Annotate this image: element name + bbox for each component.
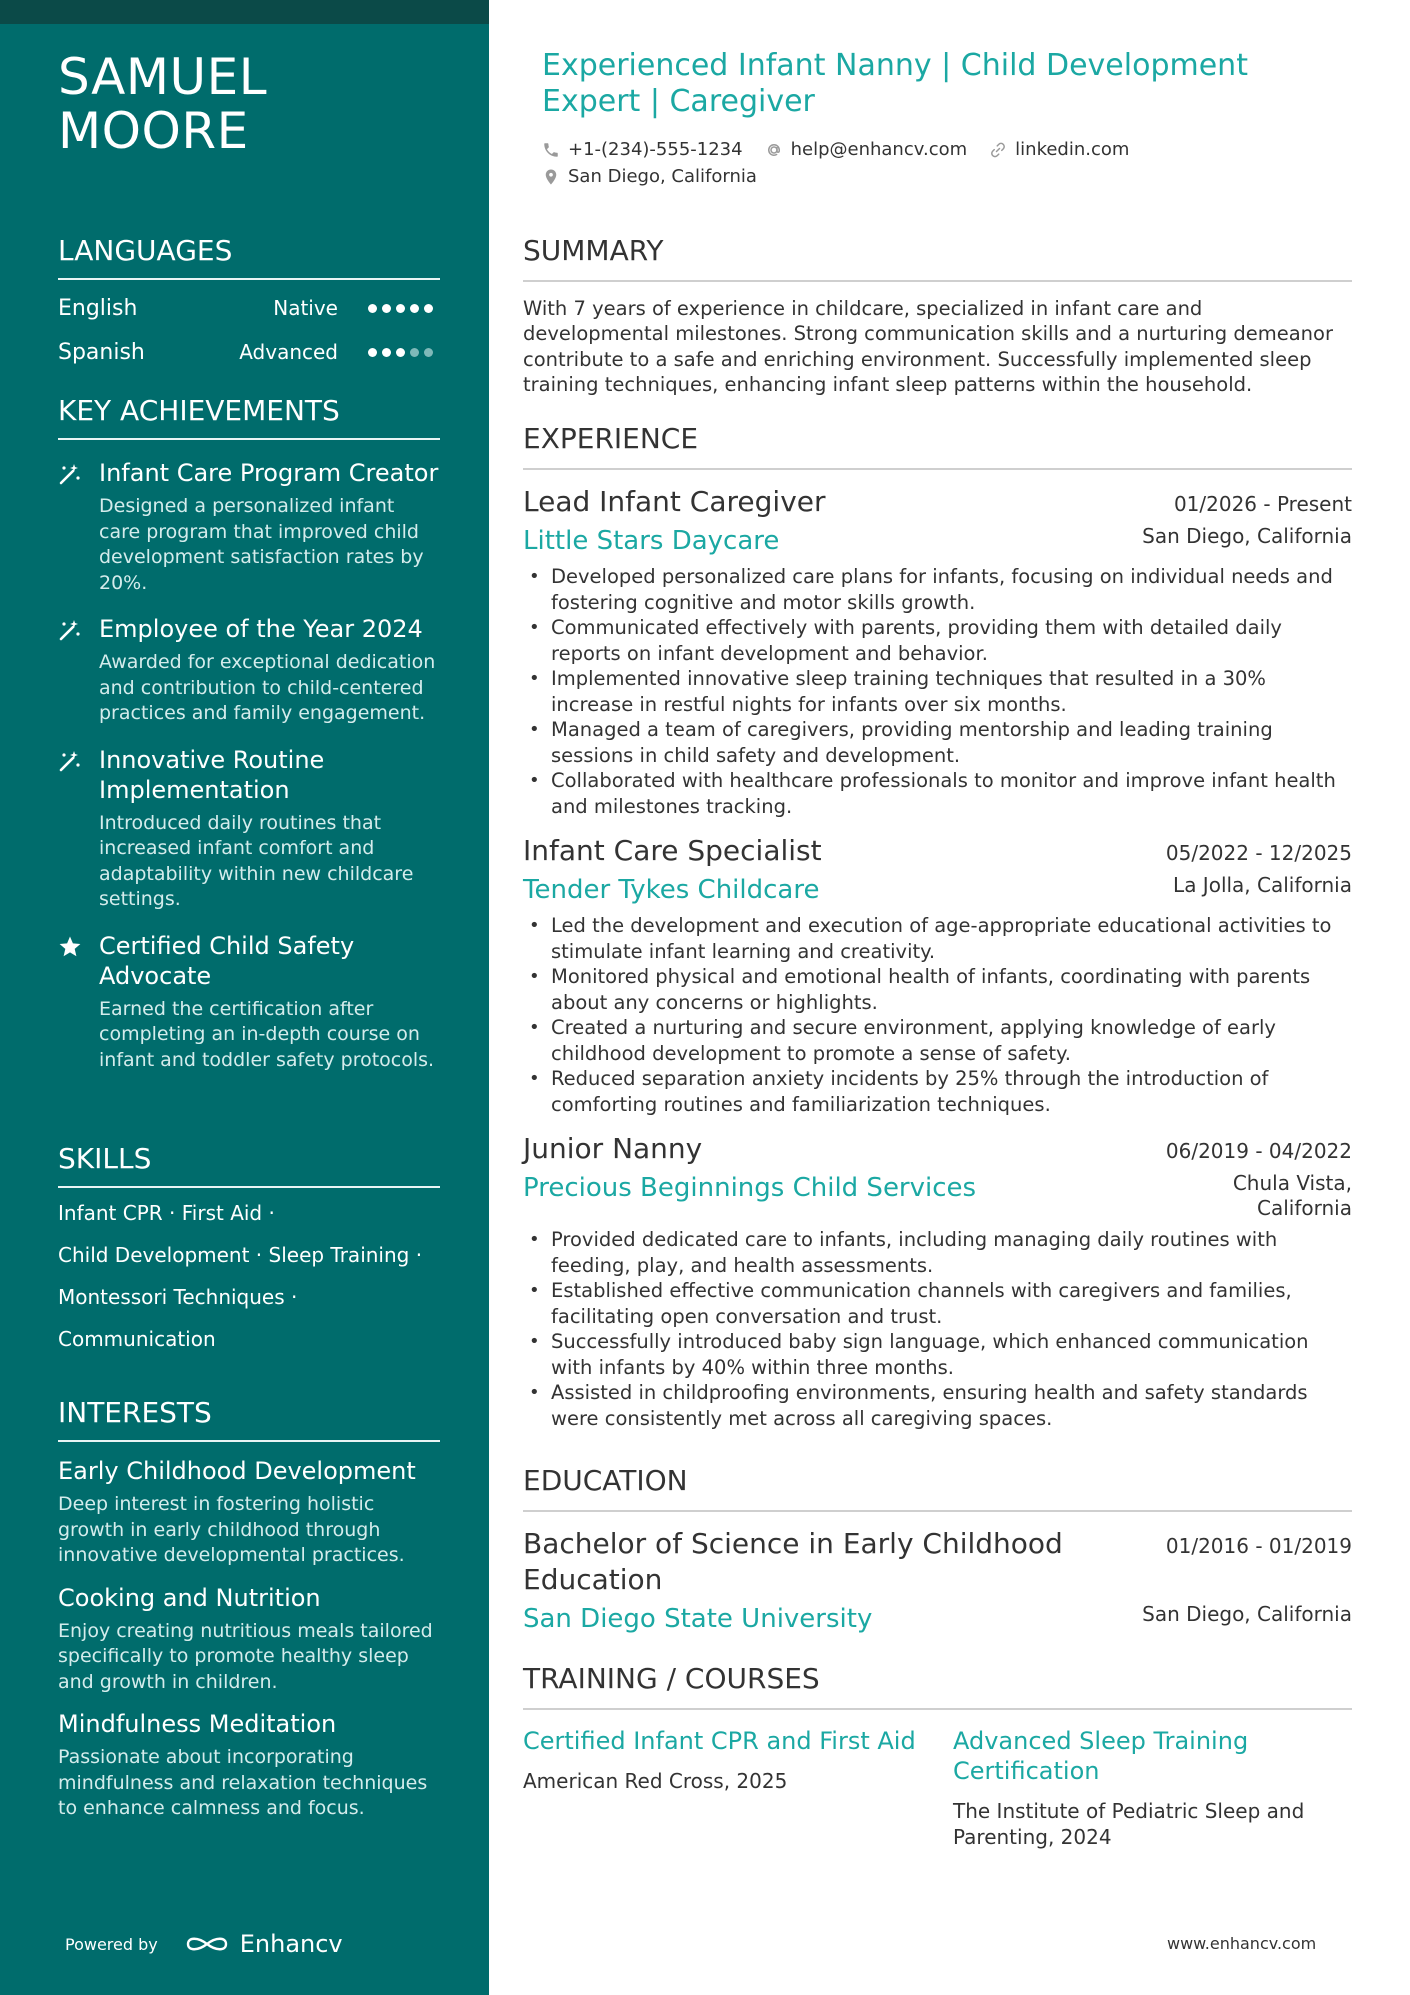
course-org: American Red Cross, 2025	[523, 1769, 788, 1793]
language-rating	[368, 348, 440, 357]
course-title: Advanced Sleep Training Certification	[953, 1727, 1249, 1785]
achievement-item	[58, 614, 440, 727]
job-company: Tender Tykes Childcare	[523, 875, 820, 905]
languages-heading: LANGUAGES	[58, 234, 440, 280]
interests-section	[58, 1396, 440, 1822]
achievement-desc: Earned the certification after completing an in-depth course on infant and toddler safety protocols.	[99, 997, 435, 1071]
rating-dot	[410, 304, 419, 313]
experience-heading: EXPERIENCE	[523, 422, 1352, 470]
rating-dot	[410, 348, 419, 357]
rating-dot	[424, 304, 433, 313]
degree-title: Bachelor of Science in Early Childhood Education	[523, 1527, 1063, 1596]
wand-icon	[58, 462, 82, 486]
school-name: San Diego State University	[523, 1604, 873, 1634]
bullet-item: • Collaborated with healthcare professionals to monitor and improve infant health and milestones tracking.	[523, 768, 1352, 819]
contact-info	[542, 136, 1322, 190]
skill-line: Communication	[58, 1327, 216, 1351]
job-company: Precious Beginnings Child Services	[523, 1173, 977, 1203]
school-location: San Diego, California	[1142, 1602, 1352, 1626]
job-bullets	[523, 913, 1352, 1117]
job-date: 06/2019 - 04/2022	[1165, 1139, 1352, 1163]
job-location: La Jolla, California	[1173, 873, 1352, 897]
job-entry	[523, 1131, 1352, 1431]
achievement-desc: Awarded for exceptional dedication and contribution to child-centered practices and family engagement.	[99, 651, 436, 724]
achievement-item	[58, 745, 440, 913]
at-icon	[765, 141, 783, 159]
email-text: help@enhancv.com	[790, 139, 968, 160]
name-line-2: MOORE	[58, 102, 249, 160]
bullet-item: • Assisted in childproofing environments, ensuring health and safety standards were consistently met across all caregiving spaces.	[523, 1380, 1352, 1431]
linkedin-text: linkedin.com	[1015, 139, 1130, 160]
training-heading: TRAINING / COURSES	[523, 1662, 1352, 1710]
job-title: Lead Infant Caregiver	[523, 485, 826, 518]
language-name: English	[58, 295, 138, 321]
education-date: 01/2016 - 01/2019	[1165, 1534, 1352, 1558]
job-date: 05/2022 - 12/2025	[1165, 841, 1352, 865]
job-bullets	[523, 1227, 1352, 1431]
bullet-item: • Led the development and execution of age-appropriate educational activities to stimulate infant learning and creativity.	[523, 913, 1352, 964]
achievement-title: Employee of the Year 2024	[99, 615, 423, 643]
language-rating	[368, 304, 440, 313]
bullet-item: • Implemented innovative sleep training techniques that resulted in a 30% increase in restful nights for infants over six months.	[523, 666, 1352, 717]
brand-logo[interactable]	[184, 1930, 343, 1958]
job-company: Little Stars Daycare	[523, 526, 780, 556]
achievement-desc: Designed a personalized infant care program that improved child development satisfaction rates by 20%.	[99, 495, 424, 594]
language-name: Spanish	[58, 339, 145, 365]
sidebar	[0, 0, 489, 1995]
job-title: Junior Nanny	[523, 1132, 703, 1165]
rating-dot	[396, 348, 405, 357]
footer-url[interactable]: www.enhancv.com	[1167, 1934, 1317, 1953]
course-item	[953, 1726, 1352, 1850]
achievement-title: Certified Child Safety Advocate	[99, 931, 355, 990]
skill-line: Child Development · Sleep Training ·	[58, 1243, 423, 1267]
rating-dot	[382, 304, 391, 313]
rating-dot	[368, 348, 377, 357]
rating-dot	[424, 348, 433, 357]
bullet-item: • Established effective communication channels with caregivers and families, facilitating open conversation and trust.	[523, 1278, 1352, 1329]
bullet-item: • Reduced separation anxiety incidents by 25% through the introduction of comforting routines and familiarization techniques.	[523, 1066, 1352, 1117]
job-title: Infant Care Specialist	[523, 834, 822, 867]
job-location: Chula Vista, California	[1232, 1171, 1352, 1220]
course-item	[523, 1726, 953, 1850]
summary-text: With 7 years of experience in childcare, specialized in infant care and developmental milestones. Strong communication skills and a nurturing demeanor contribute to a safe and enriching environment. Successfully implemented sleep training techniques, enhancing infant sleep patterns within the household.	[523, 297, 1333, 396]
language-row	[58, 330, 440, 374]
location-pin-icon	[542, 168, 560, 186]
skill-line: Montessori Techniques ·	[58, 1285, 298, 1309]
summary-heading: SUMMARY	[523, 234, 1352, 282]
interests-heading: INTERESTS	[58, 1396, 440, 1442]
achievement-title: Infant Care Program Creator	[99, 459, 439, 487]
contact-linkedin[interactable]	[989, 136, 1129, 163]
powered-by	[65, 1930, 343, 1958]
wand-icon	[58, 618, 82, 642]
wand-icon	[58, 749, 82, 773]
interest-desc: Passionate about incorporating mindfulness and relaxation techniques to enhance calmness and focus.	[58, 1746, 428, 1819]
interest-title: Mindfulness Meditation	[58, 1710, 337, 1738]
rating-dot	[382, 348, 391, 357]
achievement-item	[58, 931, 440, 1074]
skill-line: Infant CPR · First Aid ·	[58, 1201, 275, 1225]
phone-text: +1-(234)-555-1234	[568, 139, 743, 160]
bullet-item: • Provided dedicated care to infants, including managing daily routines with feeding, play, and health assessments.	[523, 1227, 1352, 1278]
course-org: The Institute of Pediatric Sleep and Parenting, 2024	[953, 1799, 1305, 1849]
interest-item	[58, 1456, 440, 1569]
powered-by-label: Powered by	[65, 1934, 158, 1954]
star-icon	[58, 935, 82, 959]
link-icon	[989, 141, 1007, 159]
job-entry	[523, 833, 1352, 1117]
achievements-heading: KEY ACHIEVEMENTS	[58, 394, 440, 440]
brand-name: Enhancv	[239, 1930, 343, 1958]
interest-desc: Enjoy creating nutritious meals tailored specifically to promote healthy sleep and growth in children.	[58, 1619, 433, 1693]
sidebar-top-strip	[0, 0, 489, 24]
skills-section	[58, 1142, 440, 1360]
name-line-1: SAMUEL	[58, 48, 268, 106]
candidate-name	[58, 50, 267, 158]
job-location: San Diego, California	[1142, 524, 1352, 548]
job-entry	[523, 484, 1352, 819]
education-section	[523, 1464, 1352, 1636]
contact-email[interactable]	[765, 136, 968, 163]
interest-item	[58, 1583, 440, 1696]
education-entry	[523, 1526, 1352, 1636]
job-bullets	[523, 564, 1352, 819]
achievement-desc: Introduced daily routines that increased infant comfort and adaptability within new childcare settings.	[99, 811, 414, 910]
summary-section	[523, 234, 1352, 397]
course-title: Certified Infant CPR and First Aid	[523, 1727, 916, 1755]
bullet-item: • Successfully introduced baby sign language, which enhanced communication with infants by 40% within three months.	[523, 1329, 1352, 1380]
interest-desc: Deep interest in fostering holistic growth in early childhood through innovative developmental practices.	[58, 1493, 405, 1566]
achievement-item	[58, 458, 440, 596]
rating-dot	[396, 304, 405, 313]
languages-section	[58, 234, 440, 374]
interest-item	[58, 1709, 440, 1822]
language-row	[58, 286, 440, 330]
training-section	[523, 1662, 1352, 1850]
headline: Experienced Infant Nanny | Child Development Expert | Caregiver	[542, 48, 1248, 119]
experience-section	[523, 422, 1352, 1431]
phone-icon	[542, 141, 560, 159]
bullet-item: • Created a nurturing and secure environment, applying knowledge of early childhood development to promote a sense of safety.	[523, 1015, 1352, 1066]
interest-title: Cooking and Nutrition	[58, 1583, 321, 1612]
language-level: Advanced	[239, 340, 338, 364]
bullet-item: • Managed a team of caregivers, providing mentorship and leading training sessions in child safety and development.	[523, 717, 1352, 768]
bullet-item: • Monitored physical and emotional health of infants, coordinating with parents about any concerns or highlights.	[523, 964, 1352, 1015]
interest-title: Early Childhood Development	[58, 1457, 416, 1485]
job-date: 01/2026 - Present	[1173, 492, 1352, 516]
skills-heading: SKILLS	[58, 1142, 440, 1188]
education-heading: EDUCATION	[523, 1464, 1352, 1512]
contact-location	[542, 163, 757, 190]
enhancv-logo-icon	[184, 1932, 230, 1956]
location-text: San Diego, California	[568, 166, 757, 187]
achievements-section	[58, 394, 440, 1073]
contact-phone[interactable]	[542, 136, 743, 163]
bullet-item: • Developed personalized care plans for infants, focusing on individual needs and fostering cognitive and motor skills growth.	[523, 564, 1352, 615]
achievement-title: Innovative Routine Implementation	[99, 745, 325, 804]
language-level: Native	[273, 296, 338, 320]
bullet-item: • Communicated effectively with parents, providing them with detailed daily reports on infant development and behavior.	[523, 615, 1352, 666]
rating-dot	[368, 304, 377, 313]
